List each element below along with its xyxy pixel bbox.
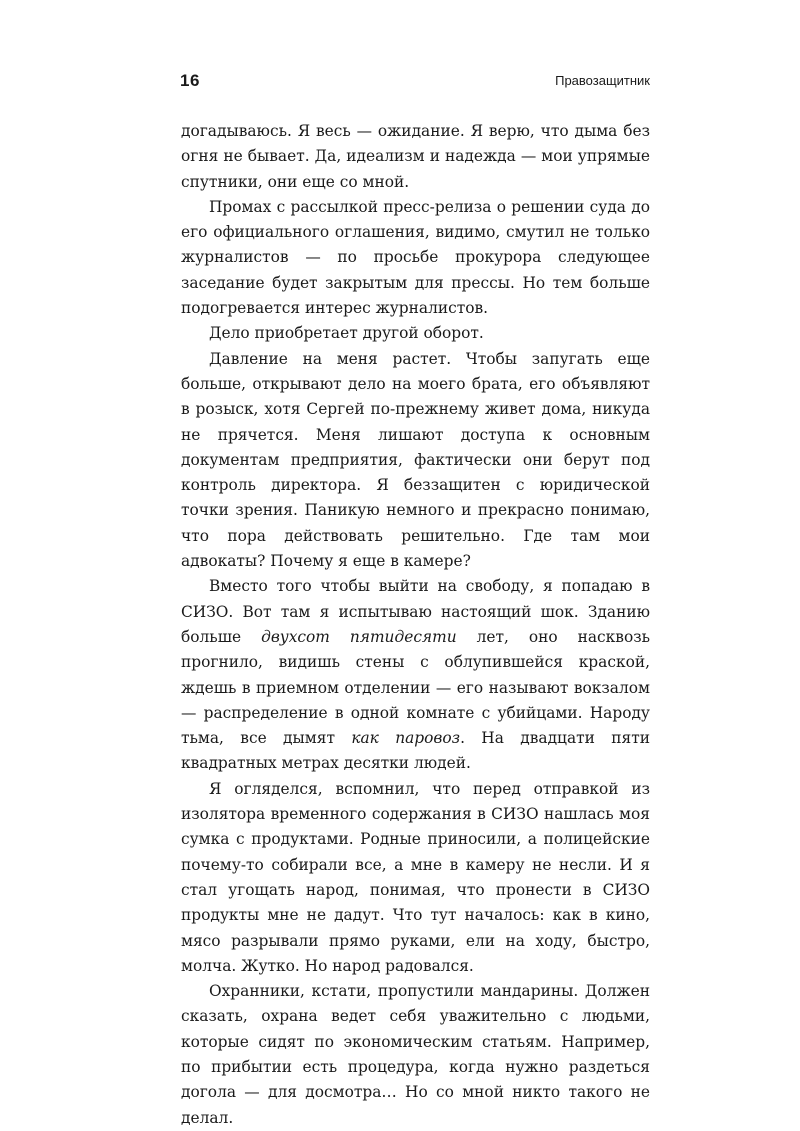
text-run: Охранники, кстати, пропустили мандарины. Должен сказать, охрана ведет себя уважительно с людьми, которые сидят по экономическим статьям. Например, по прибытии есть процедура, когда нужно раздеться догола — для досмотра… Но со мной никто такого не делал.	[181, 982, 650, 1127]
text-run: догадываюсь. Я весь — ожидание. Я верю, что дыма без огня не бывает. Да, идеализм и надежда — мои упрямые спутники, они еще со мной.	[181, 122, 650, 191]
text-run: Промах с рассылкой пресс-релиза о решении суда до его официального оглашения, видимо, смутил не только журналистов — по просьбе прокурора следующее заседание будет закрытым для прессы. Но тем больше подогревается интерес журналистов.	[181, 197, 650, 318]
paragraph	[181, 321, 650, 346]
paragraph	[181, 119, 650, 195]
text-run: Дело приобретает другой оборот.	[209, 324, 484, 343]
text-run: Вместо того чтобы выйти на свободу, я попадаю в СИЗО. Вот там я испытываю настоящий шок. Зданию больше	[181, 577, 650, 646]
italic-phrase: двухсот пятидесяти	[261, 627, 457, 646]
paragraph	[181, 574, 650, 776]
paragraph	[181, 979, 650, 1131]
paragraph	[181, 777, 650, 979]
text-run: Я огляделся, вспомнил, что перед отправкой из изолятора временного содержания в СИЗО нашлась моя сумка с продуктами. Родные приносили, а полицейские почему-то собирали все, а мне в камеру не несли. И я стал угощать народ, понимая, что пронести в СИЗО продукты мне не дадут. Что тут началось: как в кино, мясо разрывали прямо руками, ели на ходу, быстро, молча. Жутко. Но народ радовался.	[181, 779, 650, 975]
text-run: Давление на меня растет. Чтобы запугать еще больше, открывают дело на моего брата, его объявляют в розыск, хотя Сергей по-прежнему живет дома, никуда не прячется. Меня лишают доступа к основным документам предприятия, фактически они берут под контроль директора. Я беззащитен с юридической точки зрения. Паникую немного и прекрасно понимаю, что пора действовать решительно. Где там мои адвокаты? Почему я еще в камере?	[181, 349, 650, 571]
running-title: Правозащитник	[555, 73, 650, 88]
paragraph	[181, 347, 650, 575]
body-text	[181, 119, 650, 1131]
text-run: лет, оно насквозь прогнило, видишь стены с облупившейся краской, ждешь в приемном отделении — его называют вокзалом — распределение в одной комнате с убийцами. Народу тьма, все дымят	[181, 627, 651, 748]
text-run: . На двадцати пяти квадратных метрах десятки людей.	[181, 729, 650, 773]
page-number: 16	[180, 71, 200, 90]
italic-phrase: как паровоз	[351, 729, 461, 748]
paragraph	[181, 195, 650, 321]
